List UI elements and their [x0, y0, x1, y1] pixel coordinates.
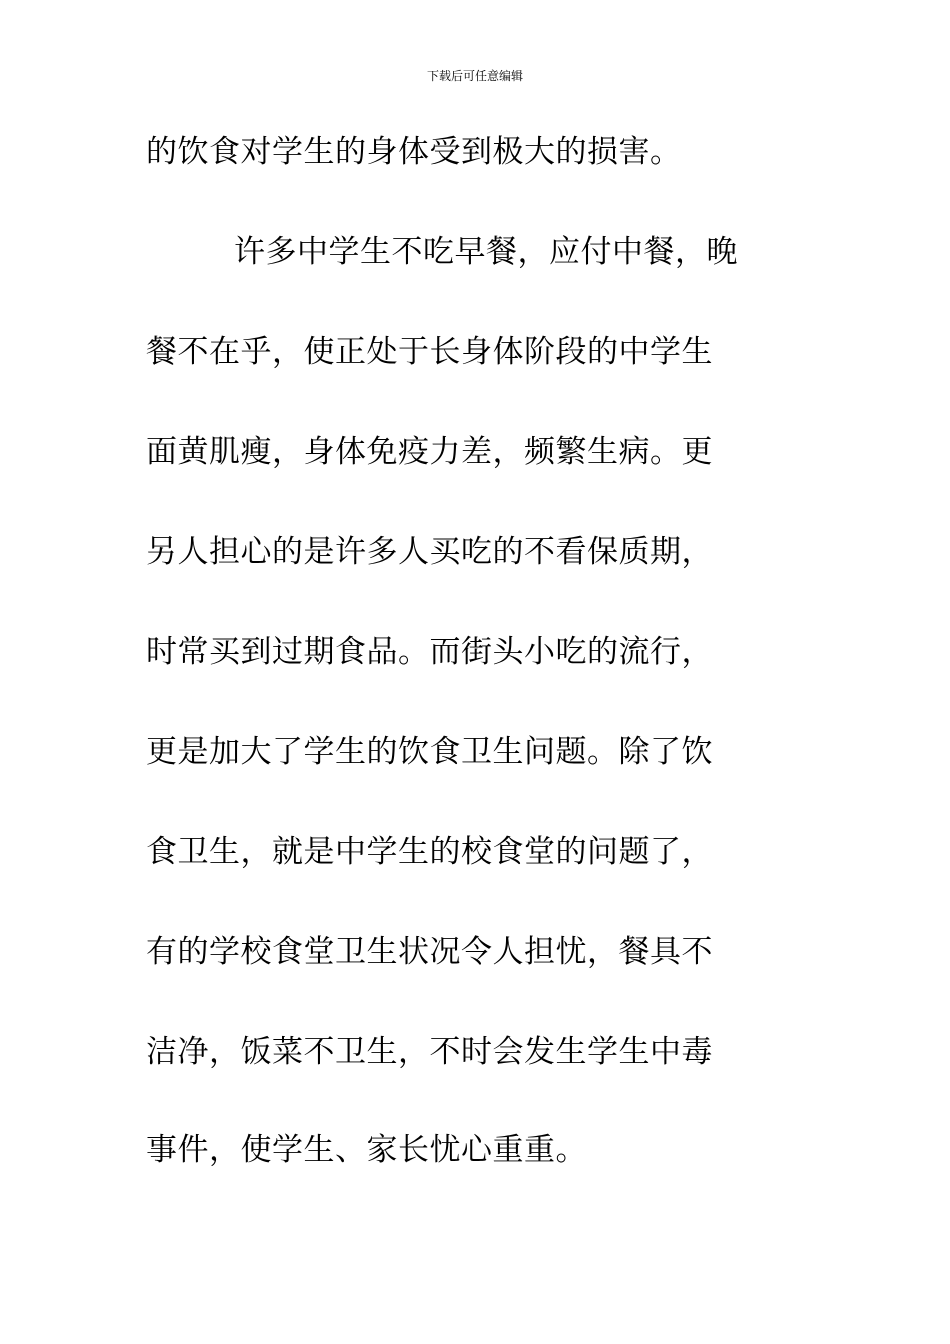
paragraph-line: 食卫生，就是中学生的校食堂的问题了，: [146, 834, 713, 870]
paragraph-line: 餐不在乎，使正处于长身体阶段的中学生: [146, 334, 713, 370]
page-header: 下载后可任意编辑: [426, 69, 523, 83]
paragraph-line: 事件，使学生、家长忧心重重。: [146, 1132, 587, 1168]
paragraph-line: 有的学校食堂卫生状况令人担忧，餐具不: [146, 934, 713, 970]
paragraph-line: 时常买到过期食品。而街头小吃的流行，: [146, 634, 713, 670]
paragraph-line: 面黄肌瘦，身体免疫力差，频繁生病。更: [146, 434, 713, 470]
paragraph-line: 洁净，饭菜不卫生，不时会发生学生中毒: [146, 1034, 713, 1070]
paragraph-line: 的饮食对学生的身体受到极大的损害。: [146, 134, 682, 170]
paragraph-line: 另人担心的是许多人买吃的不看保质期，: [146, 534, 713, 570]
paragraph-line: 许多中学生不吃早餐，应付中餐，晚: [234, 234, 738, 270]
paragraph-line: 更是加大了学生的饮食卫生问题。除了饮: [146, 734, 713, 770]
